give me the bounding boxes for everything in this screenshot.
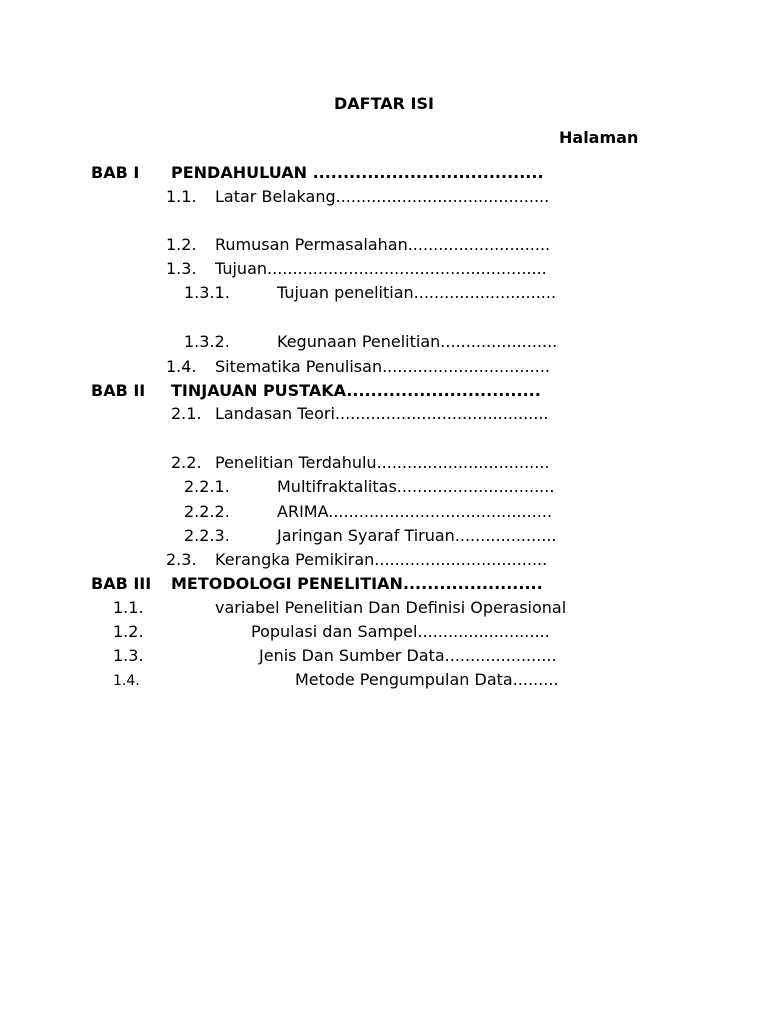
toc-item-number: 2.1. [171, 404, 202, 423]
toc-item-number: 2.2. [171, 453, 202, 472]
chapter-label-bab-1: BAB I [91, 163, 140, 182]
toc-subitem-number: 1.3.1. [184, 283, 230, 302]
toc-subitem-number: 2.2.3. [184, 526, 230, 545]
chapter-label-bab-2: BAB II [91, 381, 146, 400]
toc-item-text: Latar Belakang.......................................... [215, 187, 550, 206]
toc-item-number: 1.2. [166, 235, 197, 254]
toc-item-text: Rumusan Permasalahan............................ [215, 235, 551, 254]
chapter-title-bab-3: METODOLOGI PENELITIAN....................... [171, 574, 543, 593]
toc-subitem-number: 2.2.2. [184, 502, 230, 521]
toc-subitem-number: 1.3.2. [184, 332, 230, 351]
toc-item-text: Penelitian Terdahulu.................................. [215, 453, 550, 472]
toc-item-number: 2.3. [166, 550, 197, 569]
toc-item-number: 1.2. [113, 622, 144, 641]
page-column-header: Halaman [559, 128, 639, 147]
toc-item-number: 1.4. [166, 357, 197, 376]
toc-item-number: 1.3. [166, 259, 197, 278]
chapter-title-bab-2: TINJAUAN PUSTAKA................................ [171, 381, 541, 400]
toc-item-text: Kerangka Pemikiran.................................. [215, 550, 548, 569]
toc-item-text: Tujuan....................................................... [215, 259, 547, 278]
toc-subitem-text: ARIMA............................................ [277, 502, 553, 521]
chapter-label-bab-3: BAB III [91, 574, 152, 593]
toc-item-text: variabel Penelitian Dan Definisi Operasional [215, 598, 567, 617]
toc-item-text: Metode Pengumpulan Data......... [295, 670, 559, 689]
toc-subitem-number: 2.2.1. [184, 477, 230, 496]
toc-item-number: 1.1. [113, 598, 144, 617]
toc-item-text: Landasan Teori.......................................... [215, 404, 549, 423]
toc-subitem-text: Tujuan penelitian............................ [277, 283, 557, 302]
toc-item-number: 1.3. [113, 646, 144, 665]
document-title: DAFTAR ISI [334, 94, 434, 113]
toc-subitem-text: Multifraktalitas............................... [277, 477, 555, 496]
toc-item-text: Jenis Dan Sumber Data...................... [259, 646, 557, 665]
toc-subitem-text: Kegunaan Penelitian....................... [277, 332, 558, 351]
toc-item-text: Sitematika Penulisan................................. [215, 357, 550, 376]
toc-item-number: 1.4. [113, 673, 140, 689]
chapter-title-bab-1: PENDAHULUAN ...................................... [171, 163, 544, 182]
toc-item-number: 1.1. [166, 187, 197, 206]
toc-subitem-text: Jaringan Syaraf Tiruan.................... [277, 526, 557, 545]
toc-item-text: Populasi dan Sampel.......................... [251, 622, 550, 641]
